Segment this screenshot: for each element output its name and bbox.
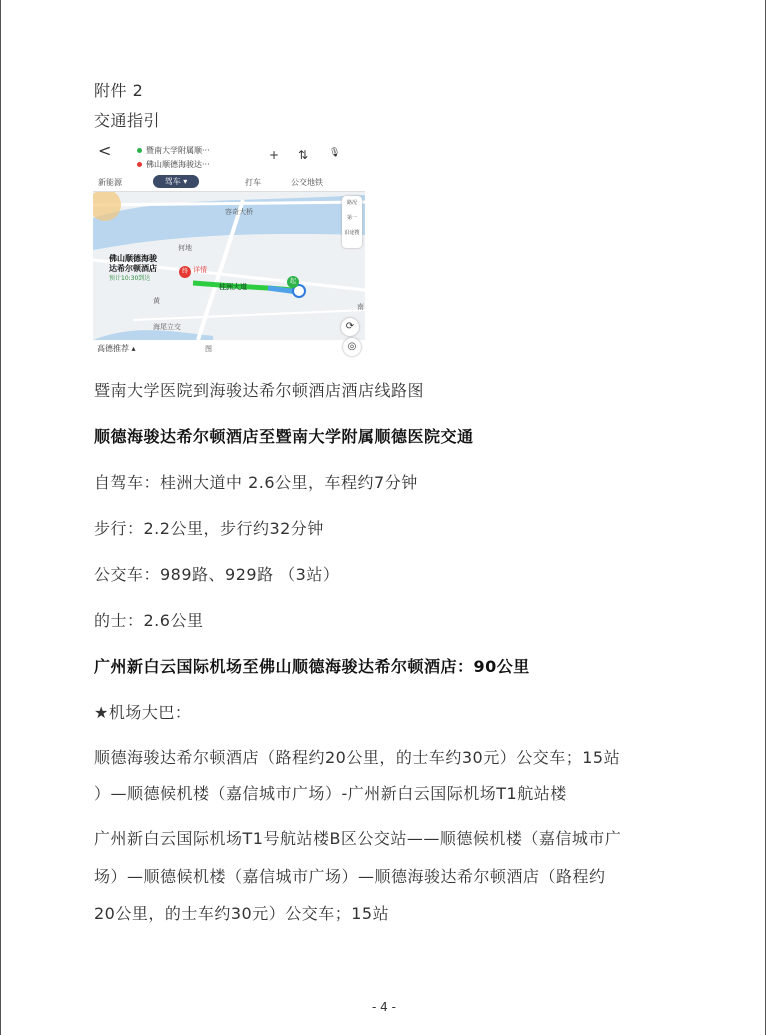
- interchange-label: 海尾立交: [153, 323, 181, 331]
- map-side-panel: [342, 196, 362, 248]
- place-label-he: 何地: [178, 244, 192, 252]
- traffic-toggle[interactable]: 路况: [346, 200, 357, 206]
- origin-text: 暨南大学附属顺···: [146, 146, 210, 155]
- destination-pin-icon[interactable]: 终: [179, 266, 191, 278]
- tab-drive-label: 驾车: [164, 177, 181, 186]
- taxi-info: 的士：2.6公里: [94, 611, 204, 630]
- tab-drive[interactable]: 驾车 ▾: [153, 175, 199, 188]
- tab-taxi[interactable]: 打车: [245, 178, 261, 187]
- voice-icon[interactable]: 🎙: [329, 148, 341, 158]
- para2-line2: 场）—顺德候机楼（嘉信城市广场）—顺德海骏达希尔顿酒店（路程约: [94, 867, 606, 886]
- place-label-nan: 南: [357, 303, 364, 311]
- origin-dot-icon: [137, 148, 142, 153]
- hotel-name-line2: 达希尔顿酒店: [109, 264, 157, 273]
- bridge-label: 容奇大桥: [225, 208, 253, 216]
- attachment-label: 附件 2: [94, 81, 144, 100]
- para2-line3: 20公里，的士车约30元）公交车；15站: [94, 904, 390, 923]
- tab-new-energy[interactable]: 新能源: [98, 178, 122, 187]
- origin-row[interactable]: [137, 145, 210, 156]
- hotel-marker-label[interactable]: [109, 254, 157, 274]
- refresh-icon[interactable]: ⟳: [341, 318, 359, 336]
- section-title: 交通指引: [94, 111, 161, 130]
- map-bottom-bar: [93, 340, 365, 358]
- hotel-name-line1: 佛山顺德海骏: [109, 254, 157, 263]
- swap-icon[interactable]: ⇅: [298, 148, 309, 162]
- destination-text: 佛山顺德海骏达···: [146, 160, 210, 169]
- road-label: 桂洲大道: [219, 283, 247, 291]
- para1-line2: ）—顺德候机楼（嘉信城市广场）-广州新白云国际机场T1航站楼: [94, 784, 567, 803]
- bus-info: 公交车：989路、929路 （3站）: [94, 565, 340, 584]
- route1-title: 顺德海骏达希尔顿酒店至暨南大学附属顺德医院交通: [94, 427, 474, 446]
- recommend-text: 高德推荐: [97, 344, 129, 353]
- chevron-left-icon[interactable]: <: [98, 141, 112, 160]
- para1-line1: 顺德海骏达希尔顿酒店（路程约20公里，的士车约30元）公交车；15站: [94, 748, 621, 767]
- eta-text: 预计10:30到达: [109, 275, 151, 282]
- detail-badge[interactable]: 详情: [193, 266, 207, 274]
- map-attribution: 图: [205, 345, 212, 353]
- self-drive-info: 自驾车：桂洲大道中 2.6公里，车程约7分钟: [94, 473, 418, 492]
- along-route-search[interactable]: 沿途搜: [344, 230, 360, 236]
- tab-transit[interactable]: 公交地铁: [291, 178, 323, 187]
- map-top-bar: [93, 140, 365, 174]
- destination-dot-icon: [137, 162, 142, 167]
- add-stop-icon[interactable]: +: [269, 148, 280, 162]
- route-map-screenshot: [93, 140, 365, 358]
- locate-icon[interactable]: ◎: [343, 338, 361, 356]
- layer-toggle[interactable]: 第一: [346, 215, 357, 221]
- origin-pin-icon[interactable]: 起: [287, 276, 299, 288]
- destination-row[interactable]: [137, 159, 210, 170]
- para2-line1: 广州新白云国际机场T1号航站楼B区公交站——顺德候机楼（嘉信城市广: [94, 829, 622, 848]
- map-caption: 暨南大学医院到海骏达希尔顿酒店酒店线路图: [94, 381, 425, 400]
- place-label-huang: 黄: [153, 297, 160, 305]
- page-number: - 4 -: [372, 1000, 396, 1014]
- airport-bus-label: ★机场大巴：: [94, 703, 192, 722]
- walking-info: 步行：2.2公里，步行约32分钟: [94, 519, 324, 538]
- recommend-label[interactable]: 高德推荐 ▴: [97, 344, 136, 353]
- travel-mode-tabs: [93, 174, 365, 192]
- route2-title: 广州新白云国际机场至佛山顺德海骏达希尔顿酒店：90公里: [94, 657, 530, 676]
